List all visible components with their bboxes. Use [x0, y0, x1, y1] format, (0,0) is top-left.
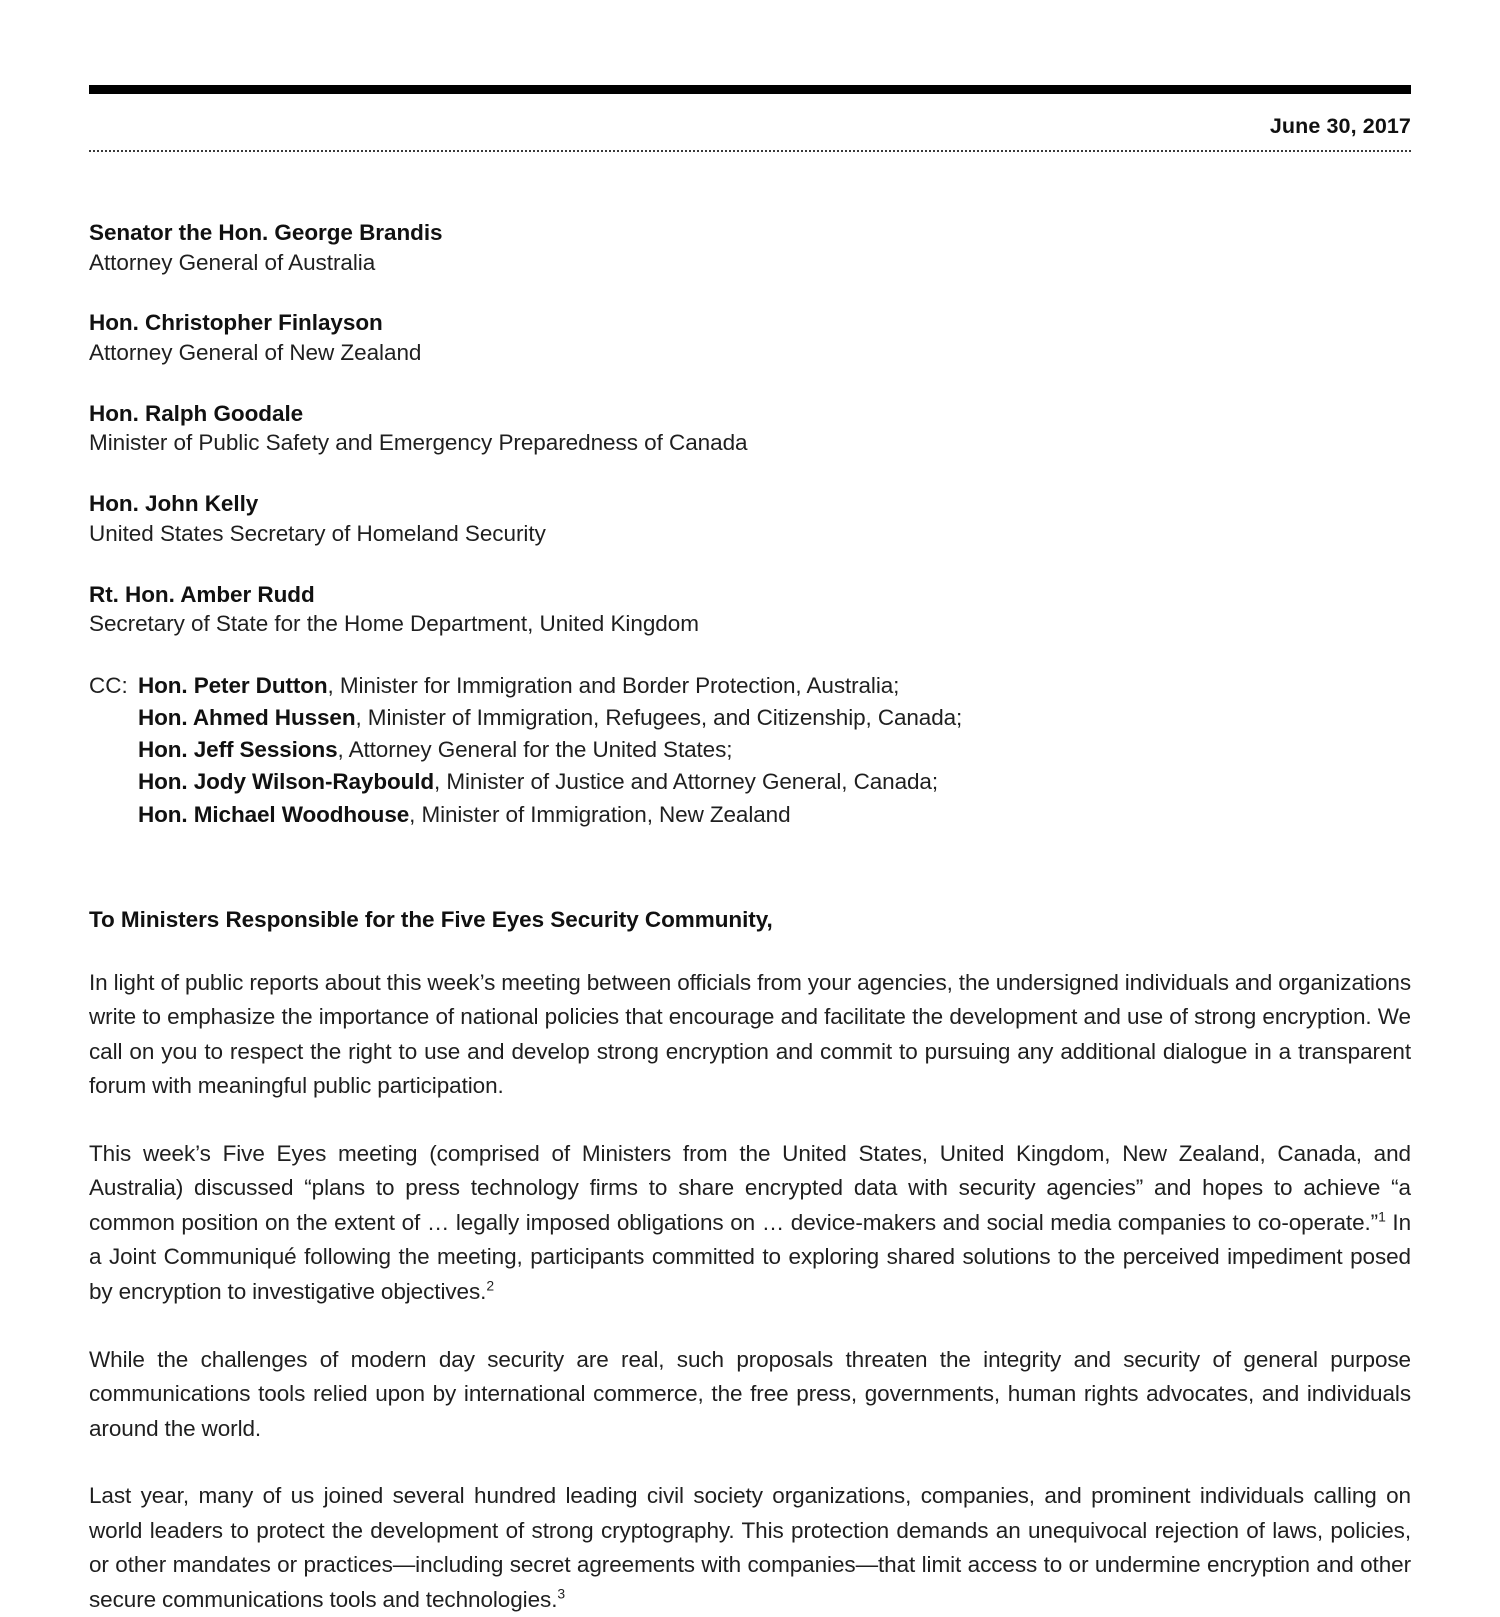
recipient-entry	[89, 218, 1411, 277]
letter-date: June 30, 2017	[1269, 114, 1411, 138]
recipient-title: Attorney General of New Zealand	[89, 340, 422, 366]
recipient-entry	[89, 489, 1411, 548]
date-row	[89, 114, 1411, 139]
footnote-marker-1: 1	[1378, 1208, 1386, 1225]
cc-item-role: , Minister of Immigration, Refugees, and Citizenship, Canada;	[355, 705, 963, 731]
header-dotted-divider	[89, 150, 1411, 152]
body-paragraph-1: In light of public reports about this week’s meeting between officials from your agencies, the undersigned individuals and organizations write to emphasize the importance of national policies that encourage and facilitate the development and use of strong encryption. We call on you to respect the right to use and develop strong encryption and commit to pursuing any additional dialogue in a transparent forum with meaningful public participation.	[89, 969, 1411, 1099]
paragraph-2-text-b: In a Joint Communiqué following the meeting, participants committed to exploring shared solutions to the perceived impediment posed by encryption to investigative objectives.	[89, 1209, 1412, 1304]
cc-item-name: Hon. Jody Wilson-Raybould	[138, 769, 435, 795]
cc-item-name: Hon. Ahmed Hussen	[138, 705, 356, 731]
recipient-name: Hon. Christopher Finlayson	[89, 310, 383, 336]
cc-item	[138, 766, 1411, 798]
body-paragraph-2	[89, 1137, 1411, 1310]
footnote-marker-2: 2	[486, 1277, 494, 1294]
recipient-title: Minister of Public Safety and Emergency Preparedness of Canada	[89, 430, 748, 456]
cc-item-role: , Minister of Justice and Attorney General, Canada;	[434, 769, 938, 795]
header-rule-bar	[89, 85, 1411, 94]
recipient-name: Rt. Hon. Amber Rudd	[89, 581, 315, 607]
cc-item	[138, 702, 1411, 734]
paragraph-2-text-a: This week’s Five Eyes meeting (comprised of Ministers from the United States, United Kingdom, New Zealand, Canada, and Australia) discussed “plans to press technology firms to share encrypted data with security agencies” and hopes to achieve “a common position on the extent of … legally imposed obligations on … device-makers and social media companies to co-operate.”	[89, 1140, 1411, 1235]
cc-item	[138, 670, 1411, 702]
footnote-marker-3: 3	[557, 1585, 566, 1602]
cc-item	[138, 734, 1411, 766]
paragraph-4-text: Last year, many of us joined several hundred leading civil society organizations, companies, and prominent individuals calling on world leaders to protect the development of strong cryptography. This protection demands an unequivocal rejection of laws, policies, or other mandates or practices—including secret agreements with companies—that limit access to or undermine encryption and other secure communications tools and technologies.	[89, 1483, 1411, 1612]
letter-page	[0, 85, 1500, 1612]
cc-item-role: , Attorney General for the United States;	[337, 737, 733, 763]
recipient-entry	[89, 308, 1411, 367]
cc-item-role: , Minister of Immigration, New Zealand	[409, 801, 791, 827]
cc-item	[138, 799, 1411, 831]
recipient-name: Hon. John Kelly	[89, 491, 259, 517]
cc-label: CC:	[89, 672, 128, 698]
cc-block	[89, 670, 1411, 831]
salutation: To Ministers Responsible for the Five Eyes Security Community,	[89, 906, 773, 932]
recipient-list	[89, 218, 1411, 639]
recipient-entry	[89, 580, 1411, 639]
recipient-name: Hon. Ralph Goodale	[89, 400, 304, 426]
recipient-name: Senator the Hon. George Brandis	[89, 220, 443, 245]
recipient-title: United States Secretary of Homeland Security	[89, 520, 546, 546]
cc-item-name: Hon. Peter Dutton	[138, 672, 328, 698]
recipient-entry	[89, 399, 1411, 458]
cc-item-name: Hon. Jeff Sessions	[138, 737, 338, 763]
cc-list	[138, 670, 1411, 831]
body-paragraph-3: While the challenges of modern day security are real, such proposals threaten the integrity and security of general purpose communications tools relied upon by international commerce, the free press, governments, human rights advocates, and individuals around the world.	[89, 1346, 1411, 1441]
cc-item-name: Hon. Michael Woodhouse	[138, 801, 410, 827]
recipient-title: Secretary of State for the Home Department, United Kingdom	[89, 611, 699, 637]
cc-item-role: , Minister for Immigration and Border Protection, Australia;	[327, 672, 900, 698]
recipient-title: Attorney General of Australia	[89, 249, 376, 275]
